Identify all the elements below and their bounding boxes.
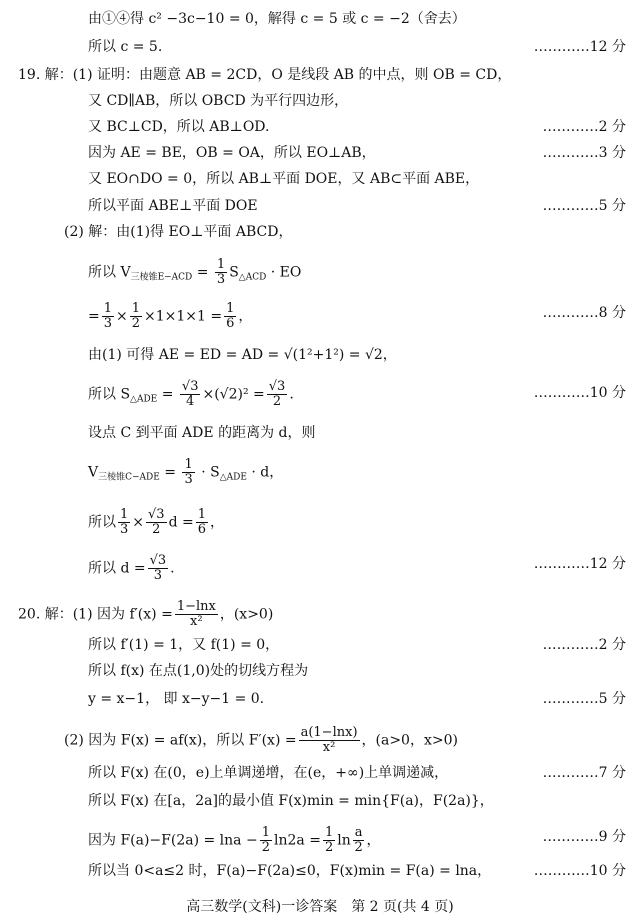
volume-formula: $V_{三棱锥C-ADE}$ = $\frac{1}{3}$ · $S_{\triangle ADE} \cdot d$，	[88, 457, 284, 487]
problem-19-heading: 19. 解：(1) 证明：由题意 AB = 2CD，O 是线段 AB 的中点，则 OB = CD，	[18, 67, 512, 83]
fraction: $\frac{1-\ln x}{\text{x²}}$	[176, 599, 216, 629]
score-mark: …………10 分	[533, 863, 626, 879]
score-mark: …………12 分	[533, 39, 626, 55]
solution-line: 又 CD∥AB，所以 OBCD 为平行四边形，	[88, 93, 349, 109]
score-mark: …………2 分	[542, 119, 626, 135]
fraction: $\frac{a}{2}$	[354, 825, 363, 855]
fraction: $\frac{1}{6}$	[197, 507, 207, 537]
problem-20-heading: 20. 解：(1) 因为 f′(x) = $\frac{1-\ln x}{\text{x²}}$ ，(x>0)	[18, 599, 274, 629]
score-mark: …………12 分	[533, 556, 626, 572]
score-mark: …………5 分	[542, 198, 626, 214]
score-mark: …………2 分	[542, 637, 626, 653]
fraction: $\frac{√3}{2}$	[148, 507, 165, 537]
solution-line: 所以平面 ABE⊥平面 DOE	[88, 198, 258, 214]
score-mark: …………10 分	[533, 385, 626, 401]
solution-line: 所以 f(x) 在点(1,0)处的切线方程为	[88, 663, 309, 679]
fraction: $\frac{1}{6}$	[226, 301, 235, 331]
solution-line: 由(1) 可得 AE = ED = AD = √(1²+1²) = √2，	[88, 347, 397, 363]
solution-line: 所以 F(x) 在(0，e)上单调递增，在(e，+∞)上单调递减，	[88, 765, 449, 781]
score-mark: …………9 分	[542, 829, 626, 845]
difference-line: 因为 F(a)−F(2a) = lna − $\frac{1}{2}$ ln2a = $\frac{1}{2}$ ln $\frac{a}{2}$ ，	[88, 825, 381, 855]
area-calculation: 所以 $S_{\triangle ADE}$ = $\frac{√3}{4}$ ×(√2)² = $\frac{√3}{2}$ .	[88, 379, 294, 409]
fraction: $\frac{1}{3}$	[184, 457, 193, 487]
fraction: $\frac{1}{3}$	[103, 301, 113, 331]
solution-line: 又 EO∩DO = 0，所以 AB⊥平面 DOE，又 AB⊂平面 ABE，	[88, 171, 480, 187]
score-mark: …………7 分	[542, 765, 626, 781]
distance-result: 所以 d = $\frac{√3}{3}$ .	[88, 553, 175, 583]
fraction: $\frac{√3}{2}$	[268, 379, 286, 409]
solution-line: 所以当 0<a≤2 时，F(a)−F(2a)≤0，F(x)min = F(a) = lna，	[88, 863, 492, 879]
solution-line: 又 BC⊥CD，所以 AB⊥OD.	[88, 119, 270, 135]
solution-line: y = x−1， 即 x−y−1 = 0.	[88, 691, 265, 707]
page-footer: 高三数学(文科)一诊答案 第 2 页(共 4 页)	[186, 899, 454, 915]
distance-equation: 所以 $\frac{1}{3}$ × $\frac{√3}{2}$ d = $\frac{1}{6}$ ，	[88, 507, 225, 537]
fraction: $\frac{a(1-\ln x)}{\text{x²}}$	[300, 725, 358, 755]
solution-line: 因为 AE = BE，OB = OA，所以 EO⊥AB，	[88, 145, 376, 161]
solution-line: 所以 F(x) 在[a，2a]的最小值 F(x)min = min{F(a)，F(2a)}，	[88, 793, 494, 809]
volume-formula: 所以 $V_{三棱锥E-ACD}$ = $\frac{1}{3}$ $S_{\triangle ACD}$ · EO	[88, 257, 302, 287]
fraction: $\frac{1}{2}$	[131, 301, 141, 331]
fraction: $\frac{1}{2}$	[261, 825, 270, 855]
solution-line: 所以 c = 5.	[88, 39, 163, 55]
fraction: $\frac{√3}{3}$	[149, 553, 167, 583]
score-mark: …………3 分	[542, 145, 626, 161]
score-mark: …………5 分	[542, 691, 626, 707]
fraction: $\frac{1}{3}$	[216, 257, 226, 287]
fraction: $\frac{1}{2}$	[324, 825, 334, 855]
volume-calculation: = $\frac{1}{3}$ × $\frac{1}{2}$ ×1×1×1 = $\frac{1}{6}$ ，	[88, 301, 253, 331]
solution-line: 设点 C 到平面 ADE 的距离为 d，则	[88, 425, 316, 441]
derivative-line: (2) 因为 F(x) = af(x)，所以 F′(x) = $\frac{a(1-\ln x)}{\text{x²}}$ ，(a>0，x>0)	[64, 725, 458, 755]
solution-line: 所以 f′(1) = 1，又 f(1) = 0，	[88, 637, 280, 653]
part-2-heading: (2) 解：由(1)得 EO⊥平面 ABCD，	[64, 224, 293, 240]
fraction: $\frac{√3}{4}$	[181, 379, 199, 409]
solution-line: 由①④得 c² −3c−10 = 0，解得 c = 5 或 c = −2（舍去）	[88, 11, 466, 27]
fraction: $\frac{1}{3}$	[120, 507, 129, 537]
score-mark: …………8 分	[542, 305, 626, 321]
